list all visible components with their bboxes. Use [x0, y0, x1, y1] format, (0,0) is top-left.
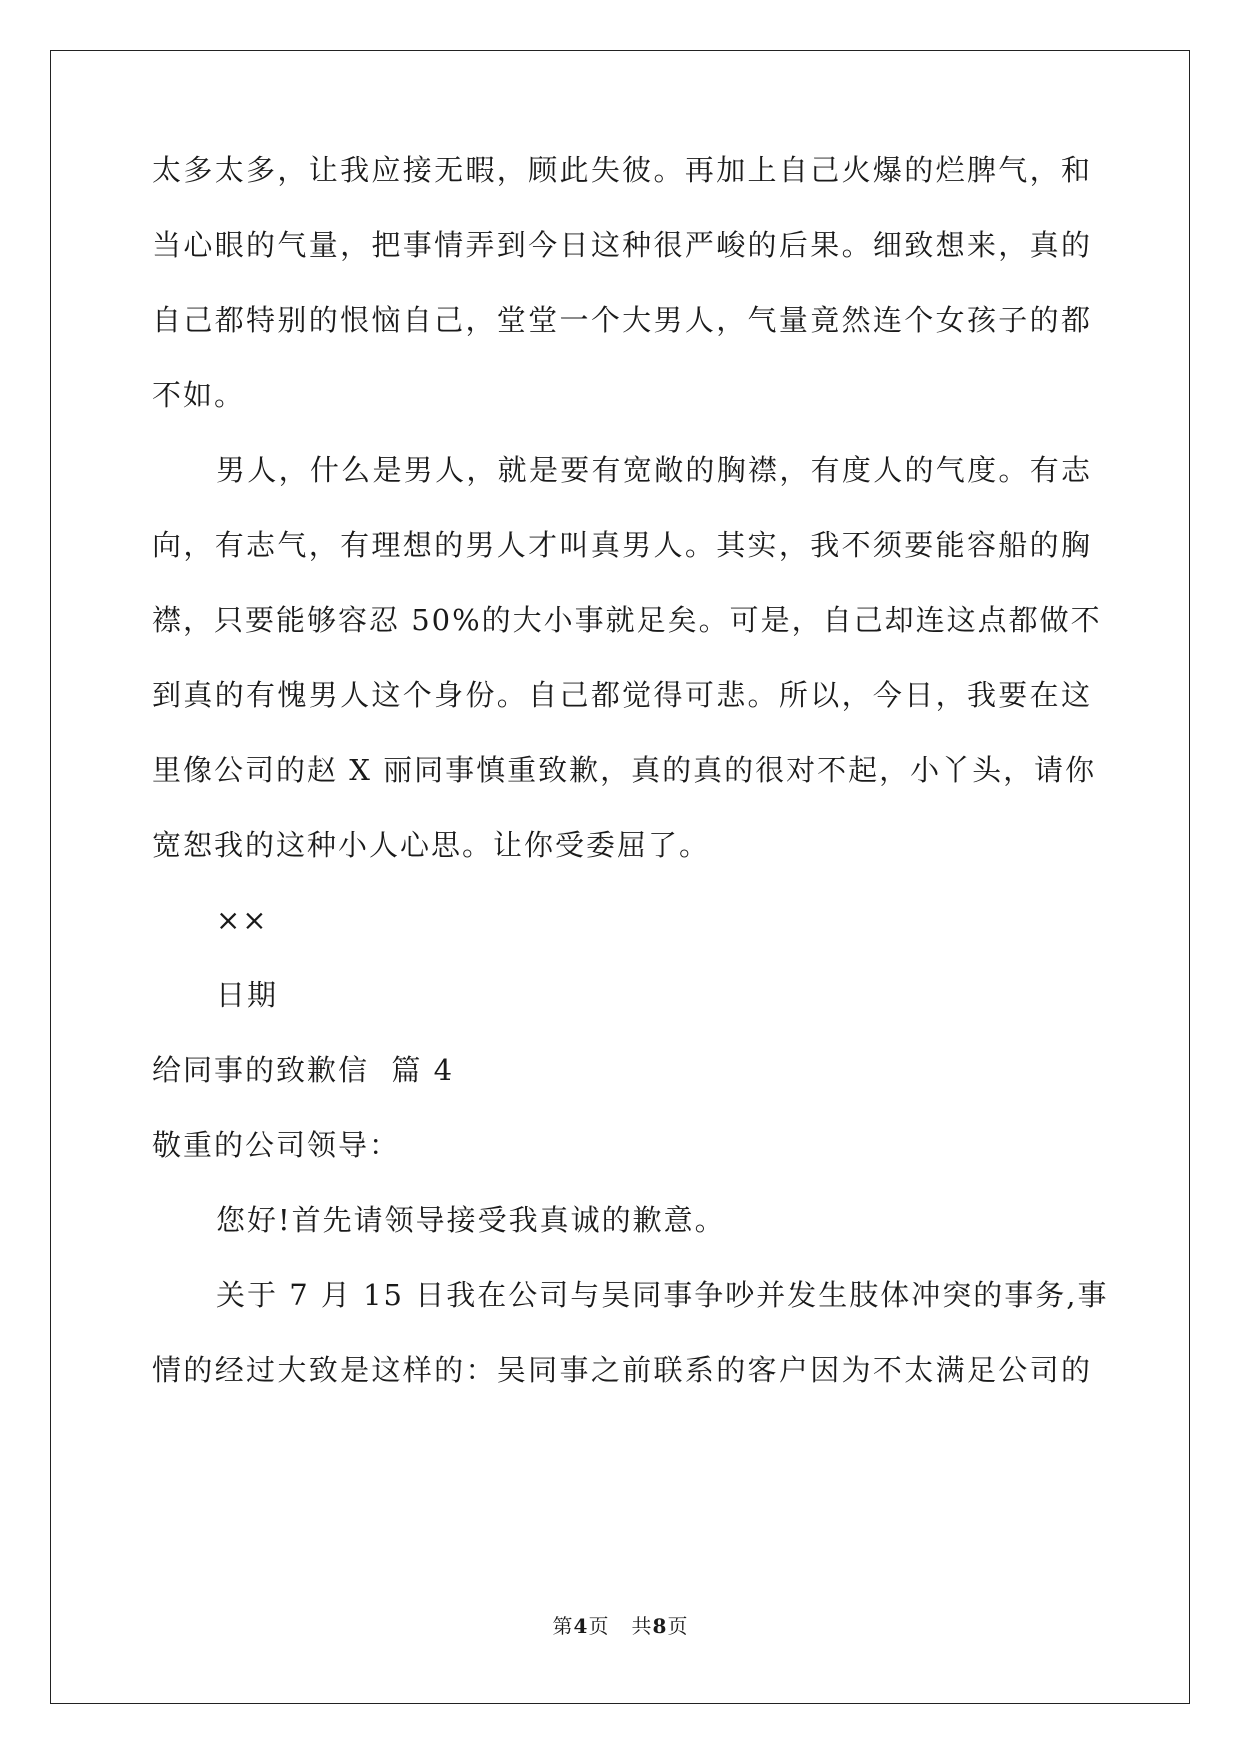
footer-suffix: 页	[667, 1614, 689, 1638]
text-line: 自己都特别的恨恼自己，堂堂一个大男人，气量竟然连个女孩子的都	[152, 303, 1092, 337]
paragraph-start-line: 关于 7 月 15 日我在公司与吴同事争吵并发生肢体冲突的事务,事	[216, 1278, 1109, 1312]
salutation: 敬重的公司领导：	[152, 1128, 401, 1162]
text-line: 向，有志气，有理想的男人才叫真男人。其实，我不须要能容船的胸	[152, 528, 1092, 562]
signature-date: 日期	[216, 978, 279, 1012]
section-heading: 给同事的致歉信 篇 4	[152, 1053, 455, 1087]
page-border	[50, 50, 1190, 1704]
text-line: 太多太多，让我应接无暇，顾此失彼。再加上自己火爆的烂脾气，和	[152, 153, 1092, 187]
signature-name: ××	[216, 903, 269, 937]
text-line: 襟，只要能够容忍 50%的大小事就足矣。可是，自己却连这点都做不	[152, 603, 1102, 637]
text-line: 当心眼的气量，把事情弄到今日这种很严峻的后果。细致想来，真的	[152, 228, 1092, 262]
text-line: 不如。	[152, 378, 246, 412]
text-line: 里像公司的赵 X 丽同事慎重致歉，真的真的很对不起，小丫头，请你	[152, 753, 1097, 787]
paragraph-start-line: 男人，什么是男人，就是要有宽敞的胸襟，有度人的气度。有志	[216, 453, 1092, 487]
greeting-line: 您好!首先请领导接受我真诚的歉意。	[216, 1203, 726, 1237]
total-pages-number: 8	[652, 1614, 668, 1638]
text-line: 情的经过大致是这样的：吴同事之前联系的客户因为不太满足公司的	[152, 1353, 1092, 1387]
text-line: 到真的有愧男人这个身份。自己都觉得可悲。所以，今日，我要在这	[152, 678, 1092, 712]
footer-prefix: 第	[552, 1614, 574, 1638]
current-page-number: 4	[573, 1614, 589, 1638]
text-line: 宽恕我的这种小人心思。让你受委屈了。	[152, 828, 711, 862]
page-footer	[0, 1613, 1241, 1639]
footer-middle: 页 共	[588, 1614, 653, 1638]
